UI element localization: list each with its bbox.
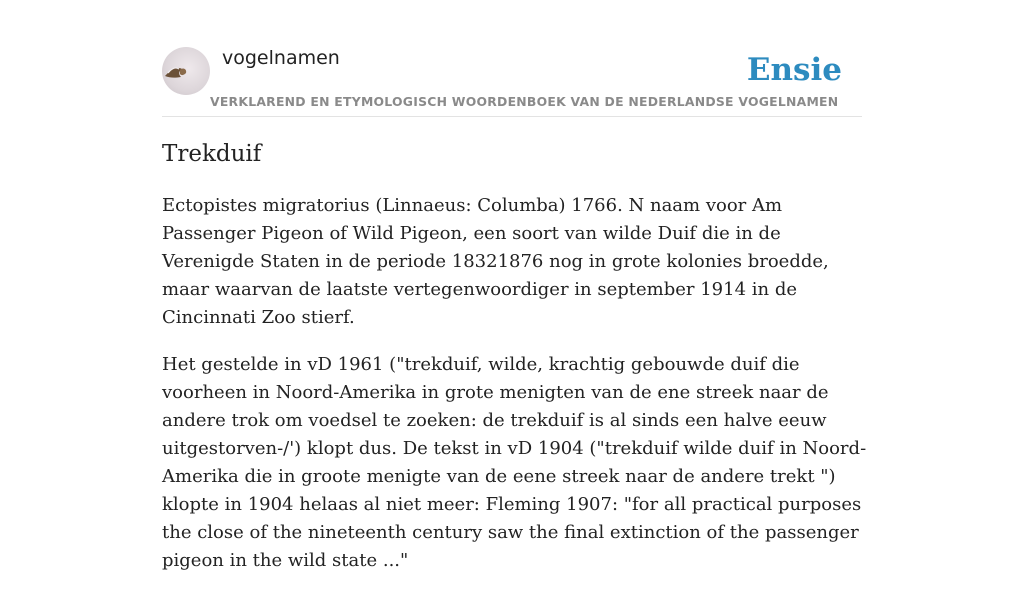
header [162, 47, 862, 117]
bird-icon [162, 47, 210, 95]
entry-body [162, 192, 867, 594]
page-title: Trekduif [162, 141, 262, 167]
ensie-logo[interactable]: Ensie [746, 52, 842, 88]
blog-subtitle: VERKLAREND EN ETYMOLOGISCH WOORDENBOEK VAN DE NEDERLANDSE VOGELNAMEN [210, 94, 839, 109]
blog-name[interactable]: vogelnamen [222, 47, 340, 69]
entry-paragraph: Ectopistes migratorius (Linnaeus: Columba) 1766. N naam voor Am Passenger Pigeon of Wild Pigeon, een soort van wilde Duif die in de Verenigde Staten in de periode 18321876 nog in grote kolonies broedde, maar waarvan de laatste vertegenwoordiger in september 1914 in de Cincinnati Zoo stierf. [162, 195, 829, 328]
entry-paragraph: Het gestelde in vD 1961 ("trekduif, wilde, krachtig gebouwde duif die voorheen in Noord-Amerika in grote menigten van de ene streek naar de andere trok om voedsel te zoeken: de trekduif is al sinds een halve eeuw uitgestorven-/') klopt dus. De tekst in vD 1904 ("trekduif wilde duif in Noord-Amerika die in groote menigte van de eene streek naar de andere trekt ") klopte in 1904 helaas al niet meer: Fleming 1907: "for all practical purposes the close of the nineteenth century saw the final extinction of the passenger pigeon in the wild state ..." [162, 354, 867, 571]
avatar[interactable] [162, 47, 210, 95]
